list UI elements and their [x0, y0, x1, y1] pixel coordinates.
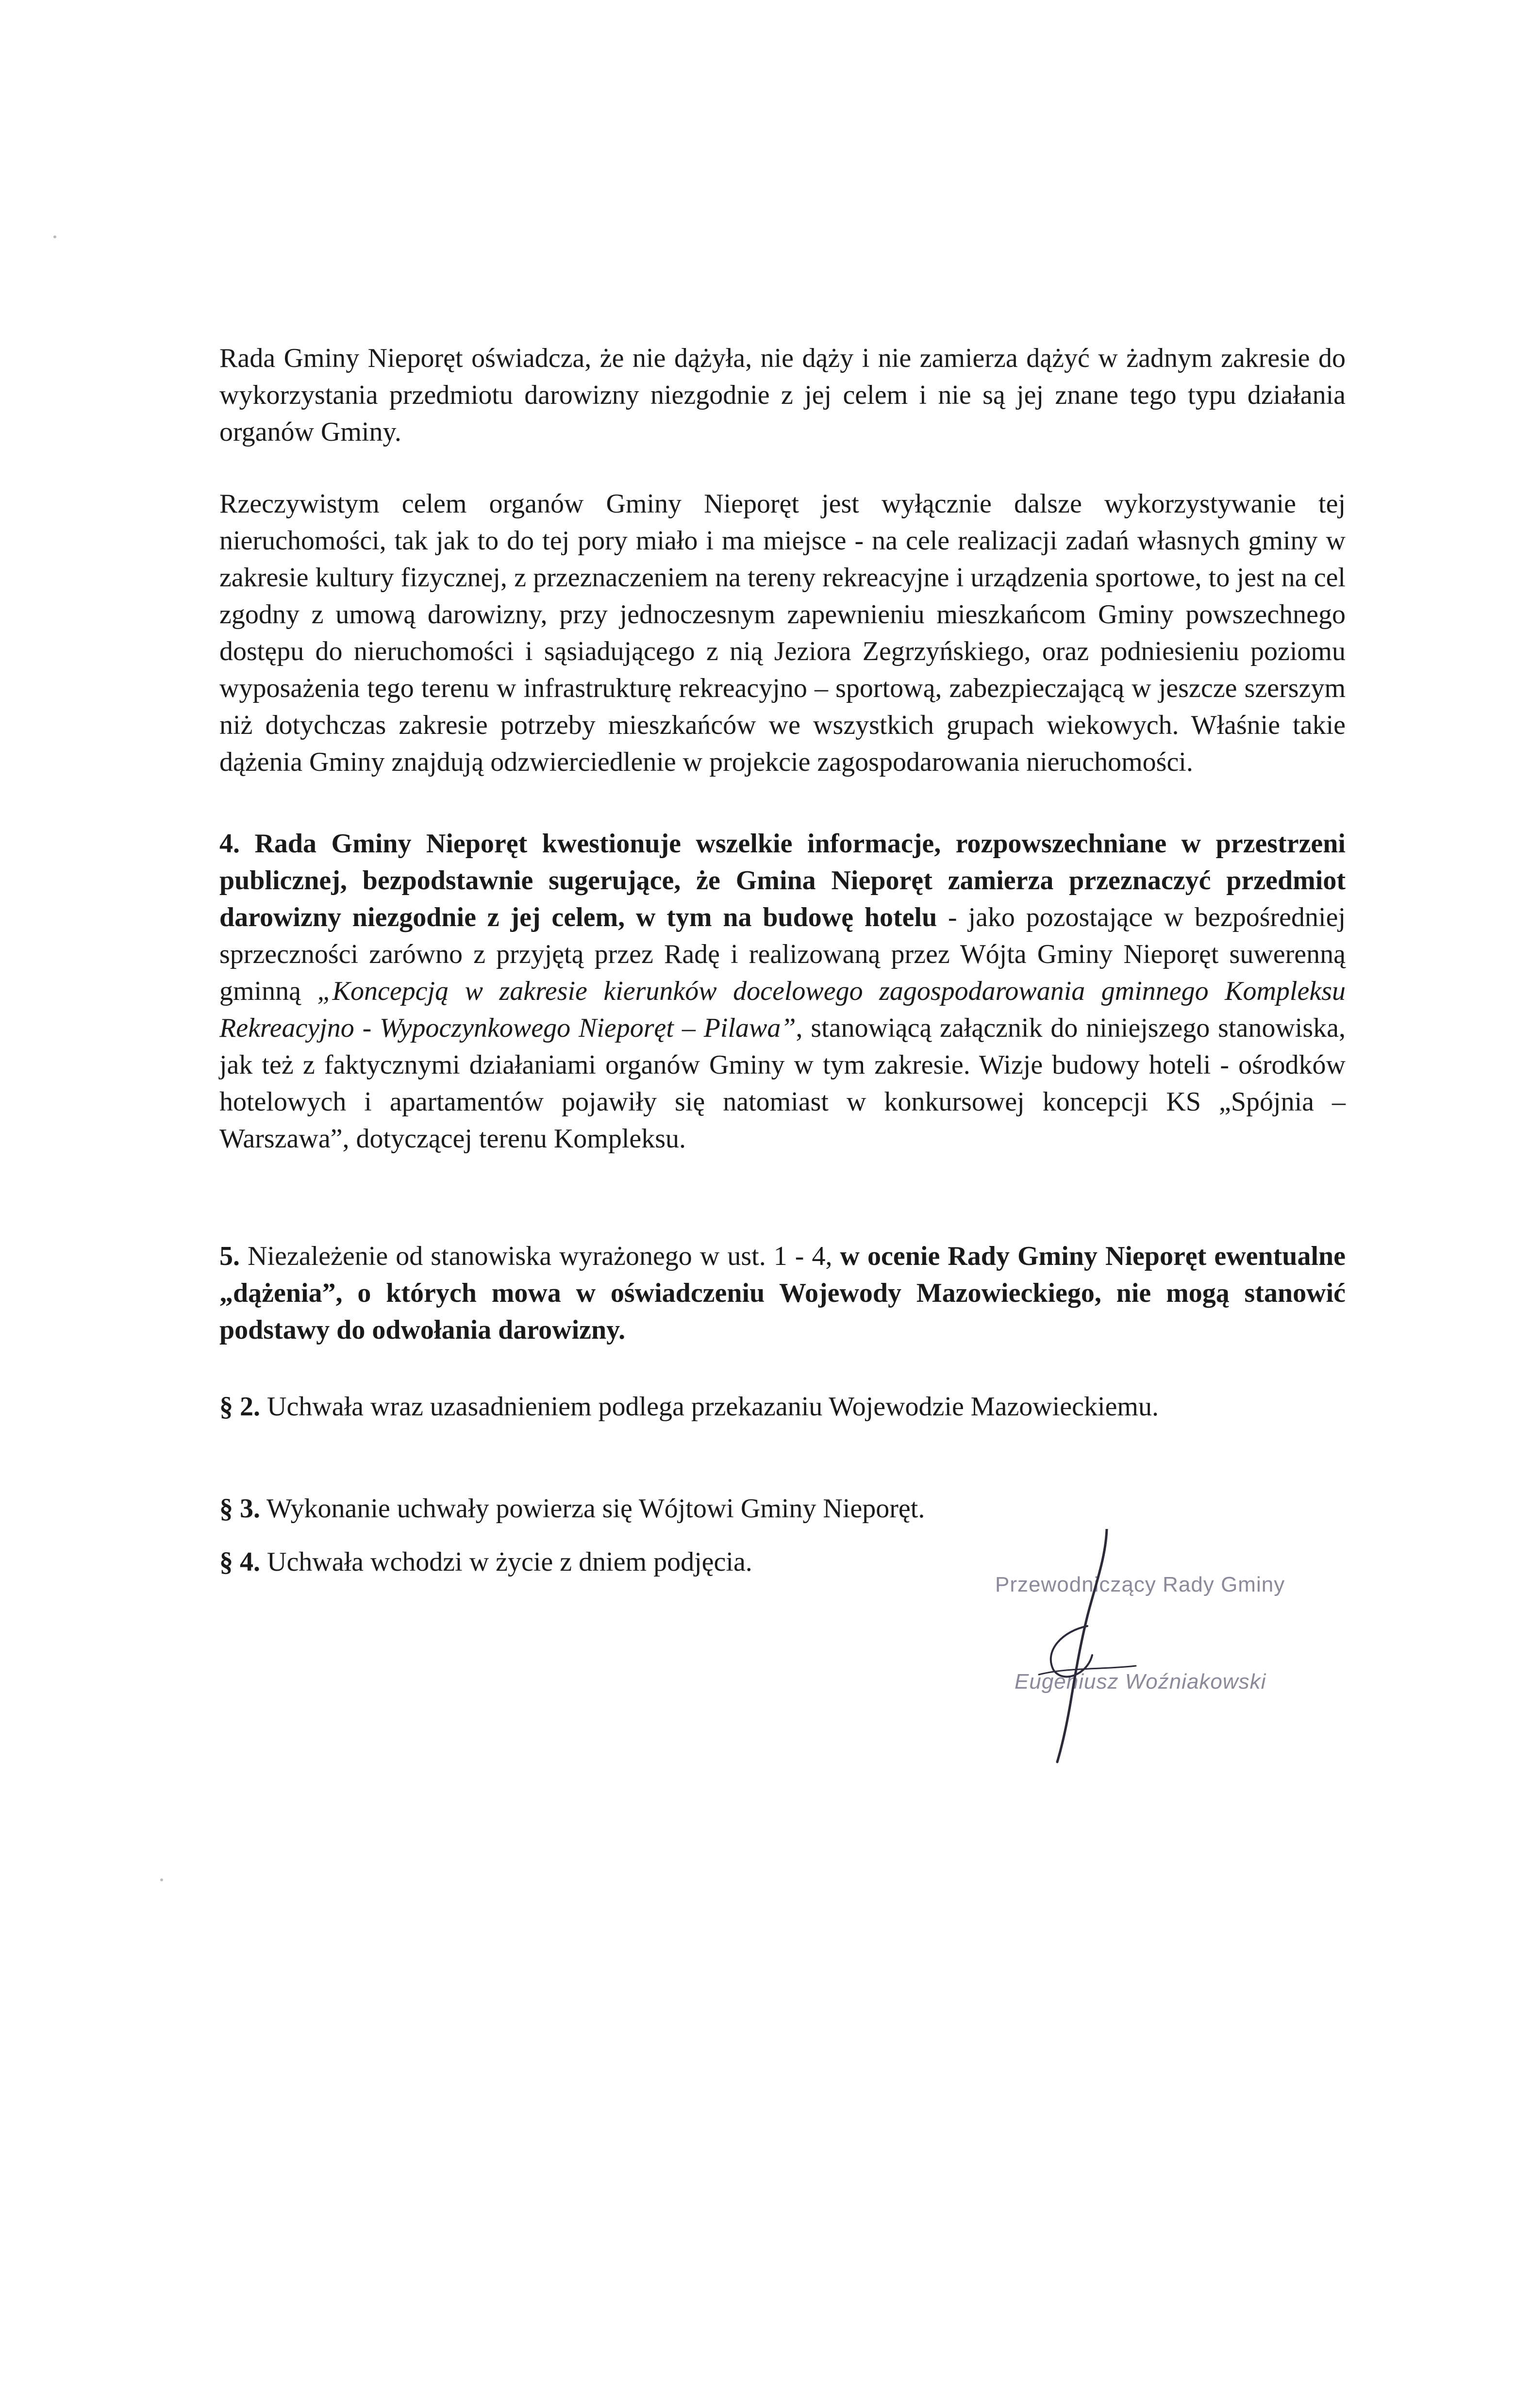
paragraph-declaration [219, 340, 1346, 450]
stamp-title: Przewodniczący Rady Gminy [995, 1573, 1285, 1596]
point-5-bold-text: w ocenie Rady Gminy Nieporęt ewentualne „dążenia”, o których mowa w oświadczeniu Wojewody Mazowieckiego, nie mogą stanowić podstawy do odwołania darowizny. [219, 1241, 1346, 1345]
section-4-number: § 4. [219, 1547, 260, 1577]
handwritten-signature-icon [990, 1529, 1379, 1772]
paragraph-declaration-text: Rada Gminy Nieporęt oświadcza, że nie dążyła, nie dąży i nie zamierza dążyć w żadnym zakresie do wykorzystania przedmiotu darowizny niezgodnie z jej celem i nie są jej znane tego typu działania organów Gminy. [219, 343, 1346, 447]
paragraph-purpose [219, 485, 1346, 781]
paragraph-section-3 [219, 1490, 1346, 1527]
point-4-text-a: - jako pozostające w bezpośredniej sprzeczności zarówno z przyjętą przez Radę i realizowaną przez Wójta Gminy Nieporęt suwerenną gminną [219, 902, 1346, 1006]
point-5-number: 5. [219, 1241, 240, 1271]
scan-speck [53, 235, 56, 238]
section-2-text: Uchwała wraz uzasadnieniem podlega przekazaniu Wojewodzie Mazowieckiemu. [260, 1392, 1159, 1422]
stamp-name: Eugeniusz Woźniakowski [1015, 1670, 1266, 1694]
point-4-bold-text: 4. Rada Gminy Nieporęt kwestionuje wszelkie informacje, rozpowszechniane w przestrzeni publicznej, bezpodstawnie sugerujące, że Gmina Nieporęt zamierza przeznaczyć przedmiot darowizny niezgodnie z jej celem, w tym na budowę hotelu [219, 829, 1346, 932]
section-2-number: § 2. [219, 1392, 260, 1422]
section-3-number: § 3. [219, 1494, 260, 1524]
point-4-concept-title: „Koncepcją w zakresie kierunków docelowego zagospodarowania gminnego Kompleksu Rekreacyjno - Wypoczynkowego Nieporęt – Pilawa” [219, 976, 1346, 1043]
paragraph-purpose-text: Rzeczywistym celem organów Gminy Nieporęt jest wyłącznie dalsze wykorzystywanie tej nieruchomości, tak jak to do tej pory miało i ma miejsce - na cele realizacji zadań własnych gminy w zakresie kultury fizycznej, z przeznaczeniem na tereny rekreacyjne i urządzenia sportowe, to jest na cel zgodny z umową darowizny, przy jednoczesnym zapewnieniu mieszkańcom Gminy powszechnego dostępu do nieruchomości i sąsiadującego z nią Jeziora Zegrzyńskiego, oraz podniesieniu poziomu wyposażenia tego terenu w infrastrukturę rekreacyjno – sportową, zabezpieczającą w jeszcze szerszym niż dotychczas zakresie potrzeby mieszkańców we wszystkich grupach wiekowych. Właśnie takie dążenia Gminy znajdują odzwierciedlenie w projekcie zagospodarowania nieruchomości. [219, 489, 1346, 777]
paragraph-point-5 [219, 1238, 1346, 1348]
paragraph-point-4 [219, 825, 1346, 1157]
point-5-text: Niezależenie od stanowiska wyrażonego w ust. 1 - 4, [240, 1241, 840, 1271]
paragraph-section-2 [219, 1388, 1346, 1425]
point-4-text-b: , stanowiącą załącznik do niniejszego stanowiska, jak też z faktycznymi działaniami organów Gminy w tym zakresie. Wizje budowy hoteli - ośrodków hotelowych i apartamentów pojawiły się natomiast w konkursowej koncepcji KS „Spójnia – Warszawa”, dotyczącej terenu Kompleksu. [219, 1013, 1346, 1154]
section-3-text: Wykonanie uchwały powierza się Wójtowi Gminy Nieporęt. [260, 1494, 925, 1524]
signature-stamp [990, 1529, 1379, 1772]
section-4-text: Uchwała wchodzi w życie z dniem podjęcia. [260, 1547, 752, 1577]
scan-speck [160, 1878, 163, 1881]
